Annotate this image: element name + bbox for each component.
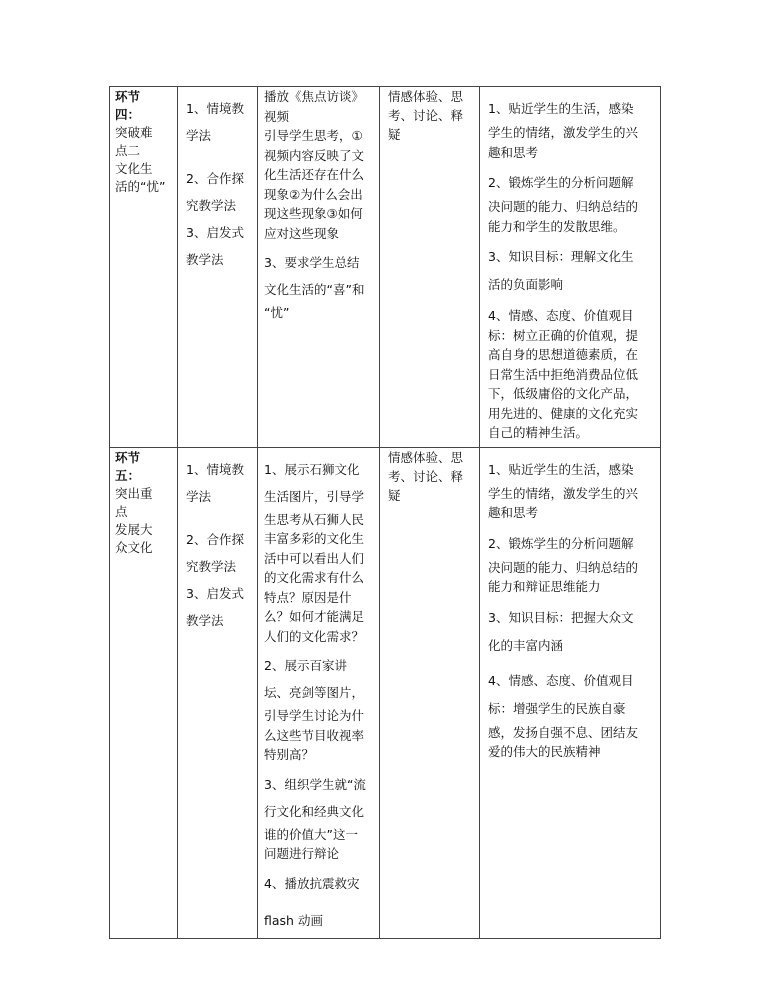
goal-text: 感，发扬自强不息、团结友	[488, 724, 639, 740]
goal-text: 爱的伟大的民族精神	[488, 744, 601, 759]
goal-text: 3、知识目标：把握大众文	[488, 609, 634, 625]
experience-cell	[380, 447, 480, 938]
activity-text: 视频	[264, 108, 290, 124]
activity-text: 文化生活的“喜”和	[264, 282, 365, 297]
method-text: 3、启发式	[186, 225, 244, 240]
method-text: 教学法	[186, 612, 224, 628]
stage-text: 点	[115, 503, 128, 519]
goal-text: 标：增强学生的民族自豪	[488, 700, 626, 716]
table-row	[110, 447, 661, 938]
goal-text: 能力和学生的发散思维。	[488, 218, 626, 234]
goal-text: 1、贴近学生的生活，感染	[488, 461, 634, 477]
lesson-plan-table	[109, 86, 661, 939]
experience-text: 疑	[388, 127, 401, 142]
stage-heading: 环节	[115, 449, 141, 465]
activity-text: 谁的价值大”这一	[264, 826, 358, 842]
goal-text: 自己的精神生活。	[488, 425, 589, 440]
activity-text: “忧”	[264, 305, 290, 320]
method-text: 1、情境教	[186, 461, 244, 477]
experience-cell	[380, 87, 480, 448]
activity-text: 视频内容反映了文	[264, 147, 365, 163]
method-text: 3、启发式	[186, 585, 244, 601]
activity-text: 应对这些现象	[264, 225, 340, 241]
goal-text: 4、情感、态度、价值观目	[488, 308, 634, 323]
stage-text: 突破难	[115, 125, 153, 140]
stage-text: 众文化	[115, 539, 153, 555]
table-row	[110, 87, 661, 448]
goal-text: 学生的情绪，激发学生的兴	[488, 485, 639, 501]
activity-text: 人们的文化需求？	[264, 628, 365, 644]
goal-text: 决问题的能力、归纳总结的	[488, 199, 639, 214]
method-text: 究教学法	[186, 558, 237, 574]
stage-cell	[110, 447, 178, 938]
goal-text: 下，低级庸俗的文化产品，	[488, 386, 639, 401]
activity-text: 化生活还存在什么	[264, 167, 365, 182]
method-cell	[178, 447, 258, 938]
method-text: 学法	[186, 128, 212, 143]
goal-text: 日常生活中拒绝消费品位低	[488, 366, 639, 382]
method-text: 学法	[186, 488, 212, 504]
activity-text: 么这些节目收视率	[264, 727, 365, 743]
goal-text: 2、锻炼学生的分析问题解	[488, 535, 634, 551]
goal-text: 能力和辩证思维能力	[488, 579, 601, 594]
stage-heading: 五：	[115, 467, 141, 483]
stage-text: 文化生	[115, 161, 153, 176]
activity-text: 生活图片，引导学	[264, 488, 365, 504]
method-text: 1、情境教	[186, 101, 244, 116]
goal-text: 3、知识目标：理解文化生	[488, 249, 634, 264]
experience-text: 考、讨论、释	[388, 108, 464, 123]
activity-text: 生思考从石狮人民	[264, 511, 365, 527]
experience-text: 情感体验、思	[388, 89, 464, 104]
activity-text: 丰富多彩的文化生	[264, 531, 365, 546]
activity-text: 引导学生讨论为什	[264, 708, 365, 723]
activity-text: 现这些现象③如何	[264, 206, 363, 221]
stage-heading: 四：	[115, 107, 141, 122]
goal-text: 趣和思考	[488, 505, 539, 520]
experience-text: 情感体验、思	[388, 449, 464, 465]
stage-cell	[110, 87, 178, 448]
goal-text: 4、情感、态度、价值观目	[488, 672, 634, 688]
activity-text: 3、组织学生就“流	[264, 776, 366, 792]
activity-text: 的文化需求有什么	[264, 570, 365, 585]
goal-cell	[480, 87, 661, 448]
stage-text: 活的“忧”	[115, 179, 166, 194]
method-text: 2、合作探	[186, 531, 244, 547]
goal-cell	[480, 447, 661, 938]
goal-text: 标：树立正确的价值观，提	[488, 327, 639, 343]
goal-text: 决问题的能力、归纳总结的	[488, 559, 639, 575]
method-cell	[178, 87, 258, 448]
activity-text: 坛、亮剑等图片，	[264, 685, 365, 700]
activity-text: 特别高？	[264, 747, 315, 762]
goal-text: 2、锻炼学生的分析问题解	[488, 175, 634, 190]
stage-text: 点二	[115, 143, 141, 158]
stage-heading: 环节	[115, 89, 141, 104]
stage-text: 发展大	[115, 521, 153, 537]
goal-text: 学生的情绪，激发学生的兴	[488, 125, 639, 140]
activity-text: 1、展示石狮文化	[264, 461, 360, 477]
activity-cell	[258, 447, 380, 938]
activity-text: 行文化和经典文化	[264, 803, 365, 819]
activity-text: 播放《焦点访谈》	[264, 89, 365, 104]
goal-text: 用先进的、健康的文化充实	[488, 405, 639, 421]
experience-text: 考、讨论、释	[388, 468, 464, 484]
method-text: 教学法	[186, 252, 224, 267]
goal-text: 活的负面影响	[488, 277, 564, 292]
activity-text: 么？如何才能满足	[264, 609, 365, 624]
activity-text: 活中可以看出人们	[264, 550, 365, 566]
goal-text: 趣和思考	[488, 144, 539, 160]
goal-text: 1、贴近学生的生活，感染	[488, 101, 634, 116]
activity-text: 特点？原因是什	[264, 589, 352, 605]
activity-text: flash 动画	[264, 912, 323, 928]
goal-text: 高自身的思想道德素质，在	[488, 347, 639, 362]
activity-text: 2、展示百家讲	[264, 658, 347, 673]
method-text: 究教学法	[186, 198, 237, 213]
activity-cell	[258, 87, 380, 448]
activity-text: 引导学生思考，①	[264, 128, 363, 143]
experience-text: 疑	[388, 487, 401, 503]
activity-text: 4、播放抗震救灾	[264, 875, 360, 891]
activity-text: 问题进行辩论	[264, 846, 340, 861]
activity-text: 3、要求学生总结	[264, 255, 360, 270]
stage-text: 突出重	[115, 485, 153, 501]
method-text: 2、合作探	[186, 171, 244, 186]
activity-text: 现象②为什么会出	[264, 186, 363, 202]
goal-text: 化的丰富内涵	[488, 637, 564, 653]
